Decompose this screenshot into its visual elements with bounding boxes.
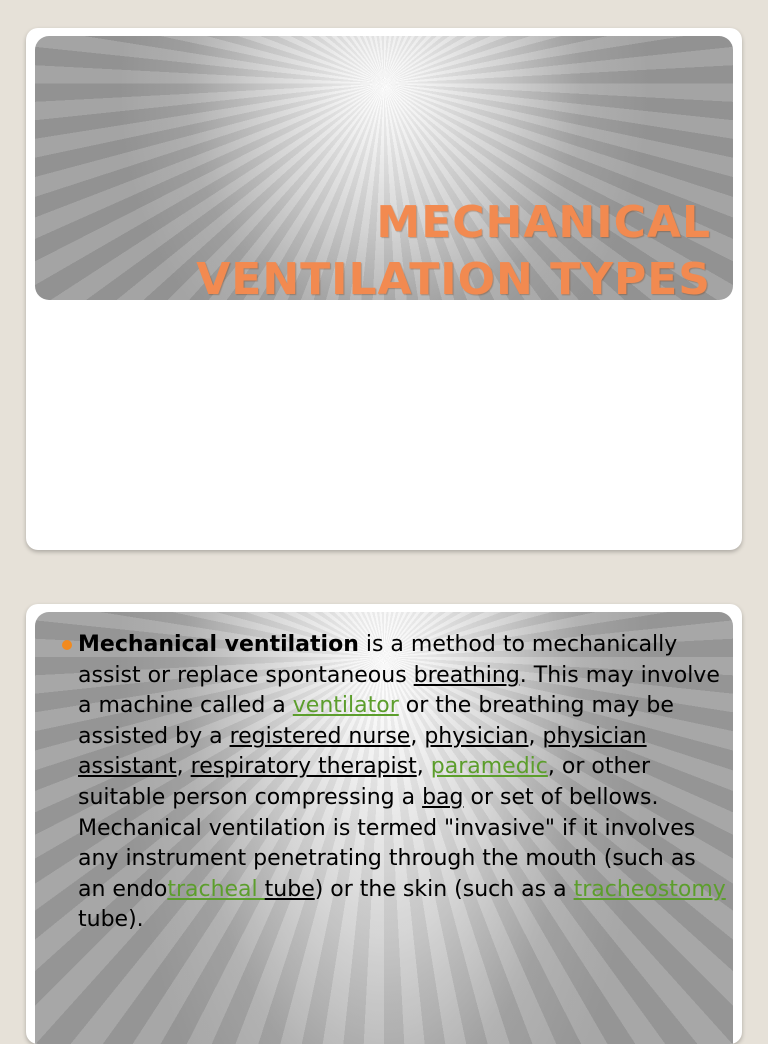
text-segment: , <box>528 723 543 749</box>
text-segment: is a method to mechanically assist or replace spontaneous <box>78 632 678 688</box>
text-segment: , <box>410 723 425 749</box>
text-segment: , <box>416 754 431 780</box>
link-paramedic[interactable]: paramedic <box>430 754 548 780</box>
link-breathing[interactable]: breathing <box>413 662 520 688</box>
text-segment: , <box>176 754 191 780</box>
text-segment: ) or the skin (such as a <box>314 876 574 902</box>
link-tracheostomy[interactable]: tracheostomy <box>573 876 726 902</box>
content-slide <box>26 604 742 1044</box>
link-ventilator[interactable]: ventilator <box>292 693 399 719</box>
content-panel <box>35 612 733 1044</box>
link-tube[interactable]: tube <box>264 876 315 902</box>
link-physician[interactable]: physician <box>424 723 529 749</box>
title-slide <box>26 28 742 550</box>
term-mechanical-ventilation: Mechanical ventilation <box>78 632 359 657</box>
text-segment: tube). <box>78 907 144 933</box>
link-physician-assistant[interactable]: physician assistant <box>78 723 647 780</box>
title-line-1: MECHANICAL <box>376 197 711 248</box>
bullet-item <box>56 630 726 936</box>
title-line-2: VENTILATION TYPES <box>196 254 711 300</box>
title-banner <box>35 36 733 300</box>
text-segment: , or other suitable person compressing a <box>78 754 650 810</box>
text-segment: or set of bellows. Mechanical ventilation is termed "invasive" if it involves any instrument penetrating through the mouth (such as an endo <box>78 784 696 902</box>
bullet-paragraph <box>78 630 726 936</box>
text-segment: or the breathing may be assisted by a <box>78 693 674 749</box>
text-segment: . This may involve a machine called a <box>78 662 720 719</box>
link-tracheal[interactable]: tracheal <box>167 876 265 902</box>
link-bag[interactable]: bag <box>422 784 464 810</box>
link-respiratory-therapist[interactable]: respiratory therapist <box>190 754 417 780</box>
link-registered-nurse[interactable]: registered nurse <box>229 723 411 749</box>
slide-title <box>196 194 711 300</box>
orange-dot-bullet-icon <box>62 640 72 650</box>
